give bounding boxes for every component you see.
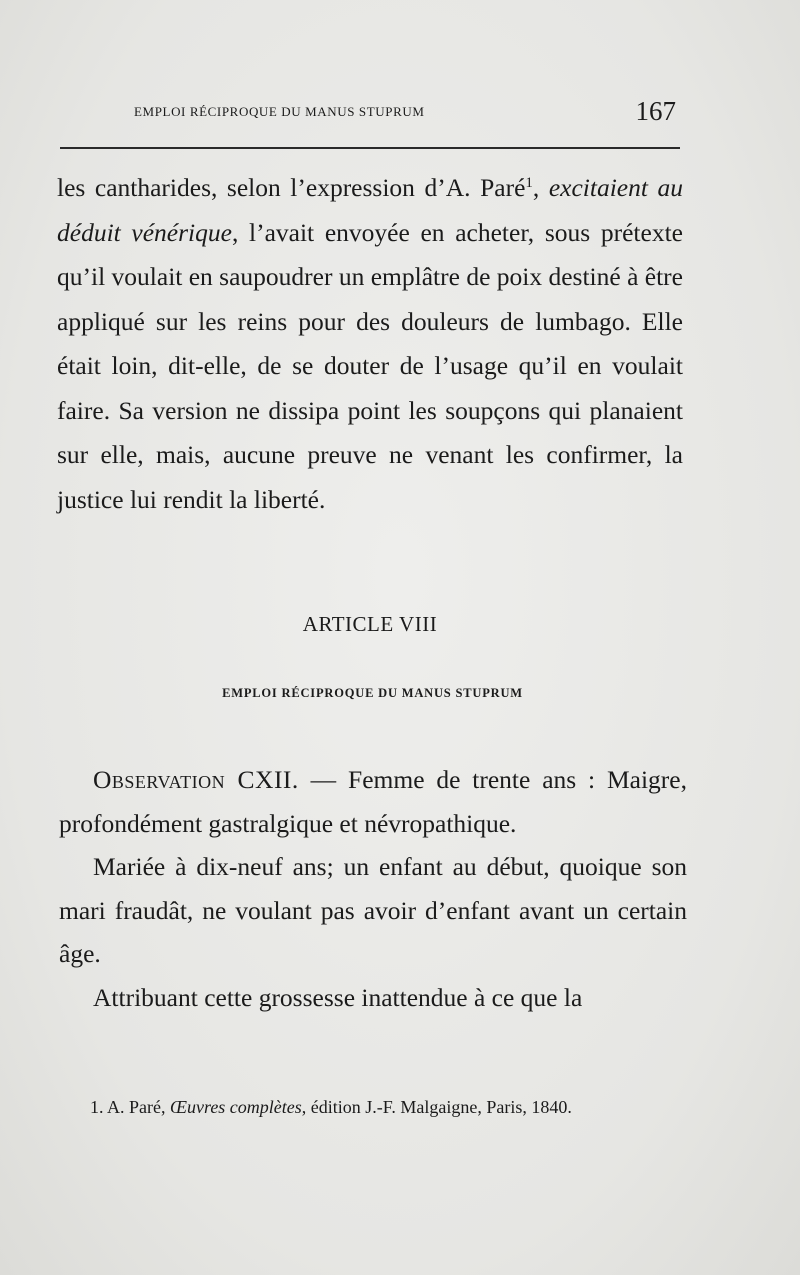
footnote-reference: 1 xyxy=(525,175,533,191)
running-head xyxy=(60,96,680,132)
page-number: 167 xyxy=(635,96,676,126)
observation-paragraph xyxy=(59,758,687,845)
body-text-bottom xyxy=(59,758,687,1019)
footnote-text-part: A. Paré, xyxy=(103,1097,170,1117)
italic-quote: excitaient au déduit vénérique xyxy=(57,173,683,247)
footnote-text xyxy=(70,1092,695,1122)
paragraph-continued: les cantharides, selon l’expression d’A. Paré$^1$, excitaient au déduit vénérique, l’avait envoyée en acheter, sous prétexte qu’il voulait en saupoudrer un emplâtre de poix destiné à être appliqué sur les reins pour des douleurs de lumbago. Elle était loin, dit-elle, de se douter de l’usage qu’il en voulait faire. Sa version ne dissipa point les soupçons qui planaient sur elle, mais, aucune preuve ne venant les confirmer, la justice lui rendit la liberté. xyxy=(57,173,683,514)
footnote-text-part: , édition J.-F. Malgaigne, Paris, 1840. xyxy=(301,1097,572,1117)
running-title: EMPLOI RÉCIPROQUE DU MANUS STUPRUM xyxy=(134,104,425,119)
article-title: ARTICLE VIII xyxy=(302,612,438,636)
footnote-italic-title: Œuvres complètes xyxy=(170,1097,302,1117)
body-text-top xyxy=(57,166,683,522)
paragraph-text: , l’avait envoyée en acheter, sous prétexte qu’il voulait en saupoudrer un emplâtre de poix destiné à être appliqué sur les reins pour des douleurs de lumbago. Elle était loin, dit-elle, de se douter de l’usage qu’il en voulait faire. Sa version ne dissipa point les soupçons qui planaient sur elle, mais, aucune preuve ne venant les confirmer, la justice lui rendit la liberté. xyxy=(57,217,683,514)
paragraph: Mariée à dix-neuf ans; un enfant au début, quoique son mari fraudât, ne voulant pas avoir d’enfant avant un certain âge. xyxy=(59,852,687,968)
paragraph: Attribuant cette grossesse inattendue à ce que la xyxy=(93,982,583,1012)
paragraph-text: les cantharides, selon l’expression d’A. Paré xyxy=(57,173,526,202)
observation-text: — Femme de trente ans : Maigre, profondément gastralgique et névropathique. xyxy=(59,765,687,838)
header-rule xyxy=(60,147,680,149)
article-subtitle: EMPLOI RÉCIPROQUE DU MANUS STUPRUM xyxy=(222,686,523,700)
footnote-number: 1. xyxy=(90,1097,104,1117)
footnote xyxy=(70,1092,695,1122)
observation-label: Observation CXII. xyxy=(93,765,299,794)
